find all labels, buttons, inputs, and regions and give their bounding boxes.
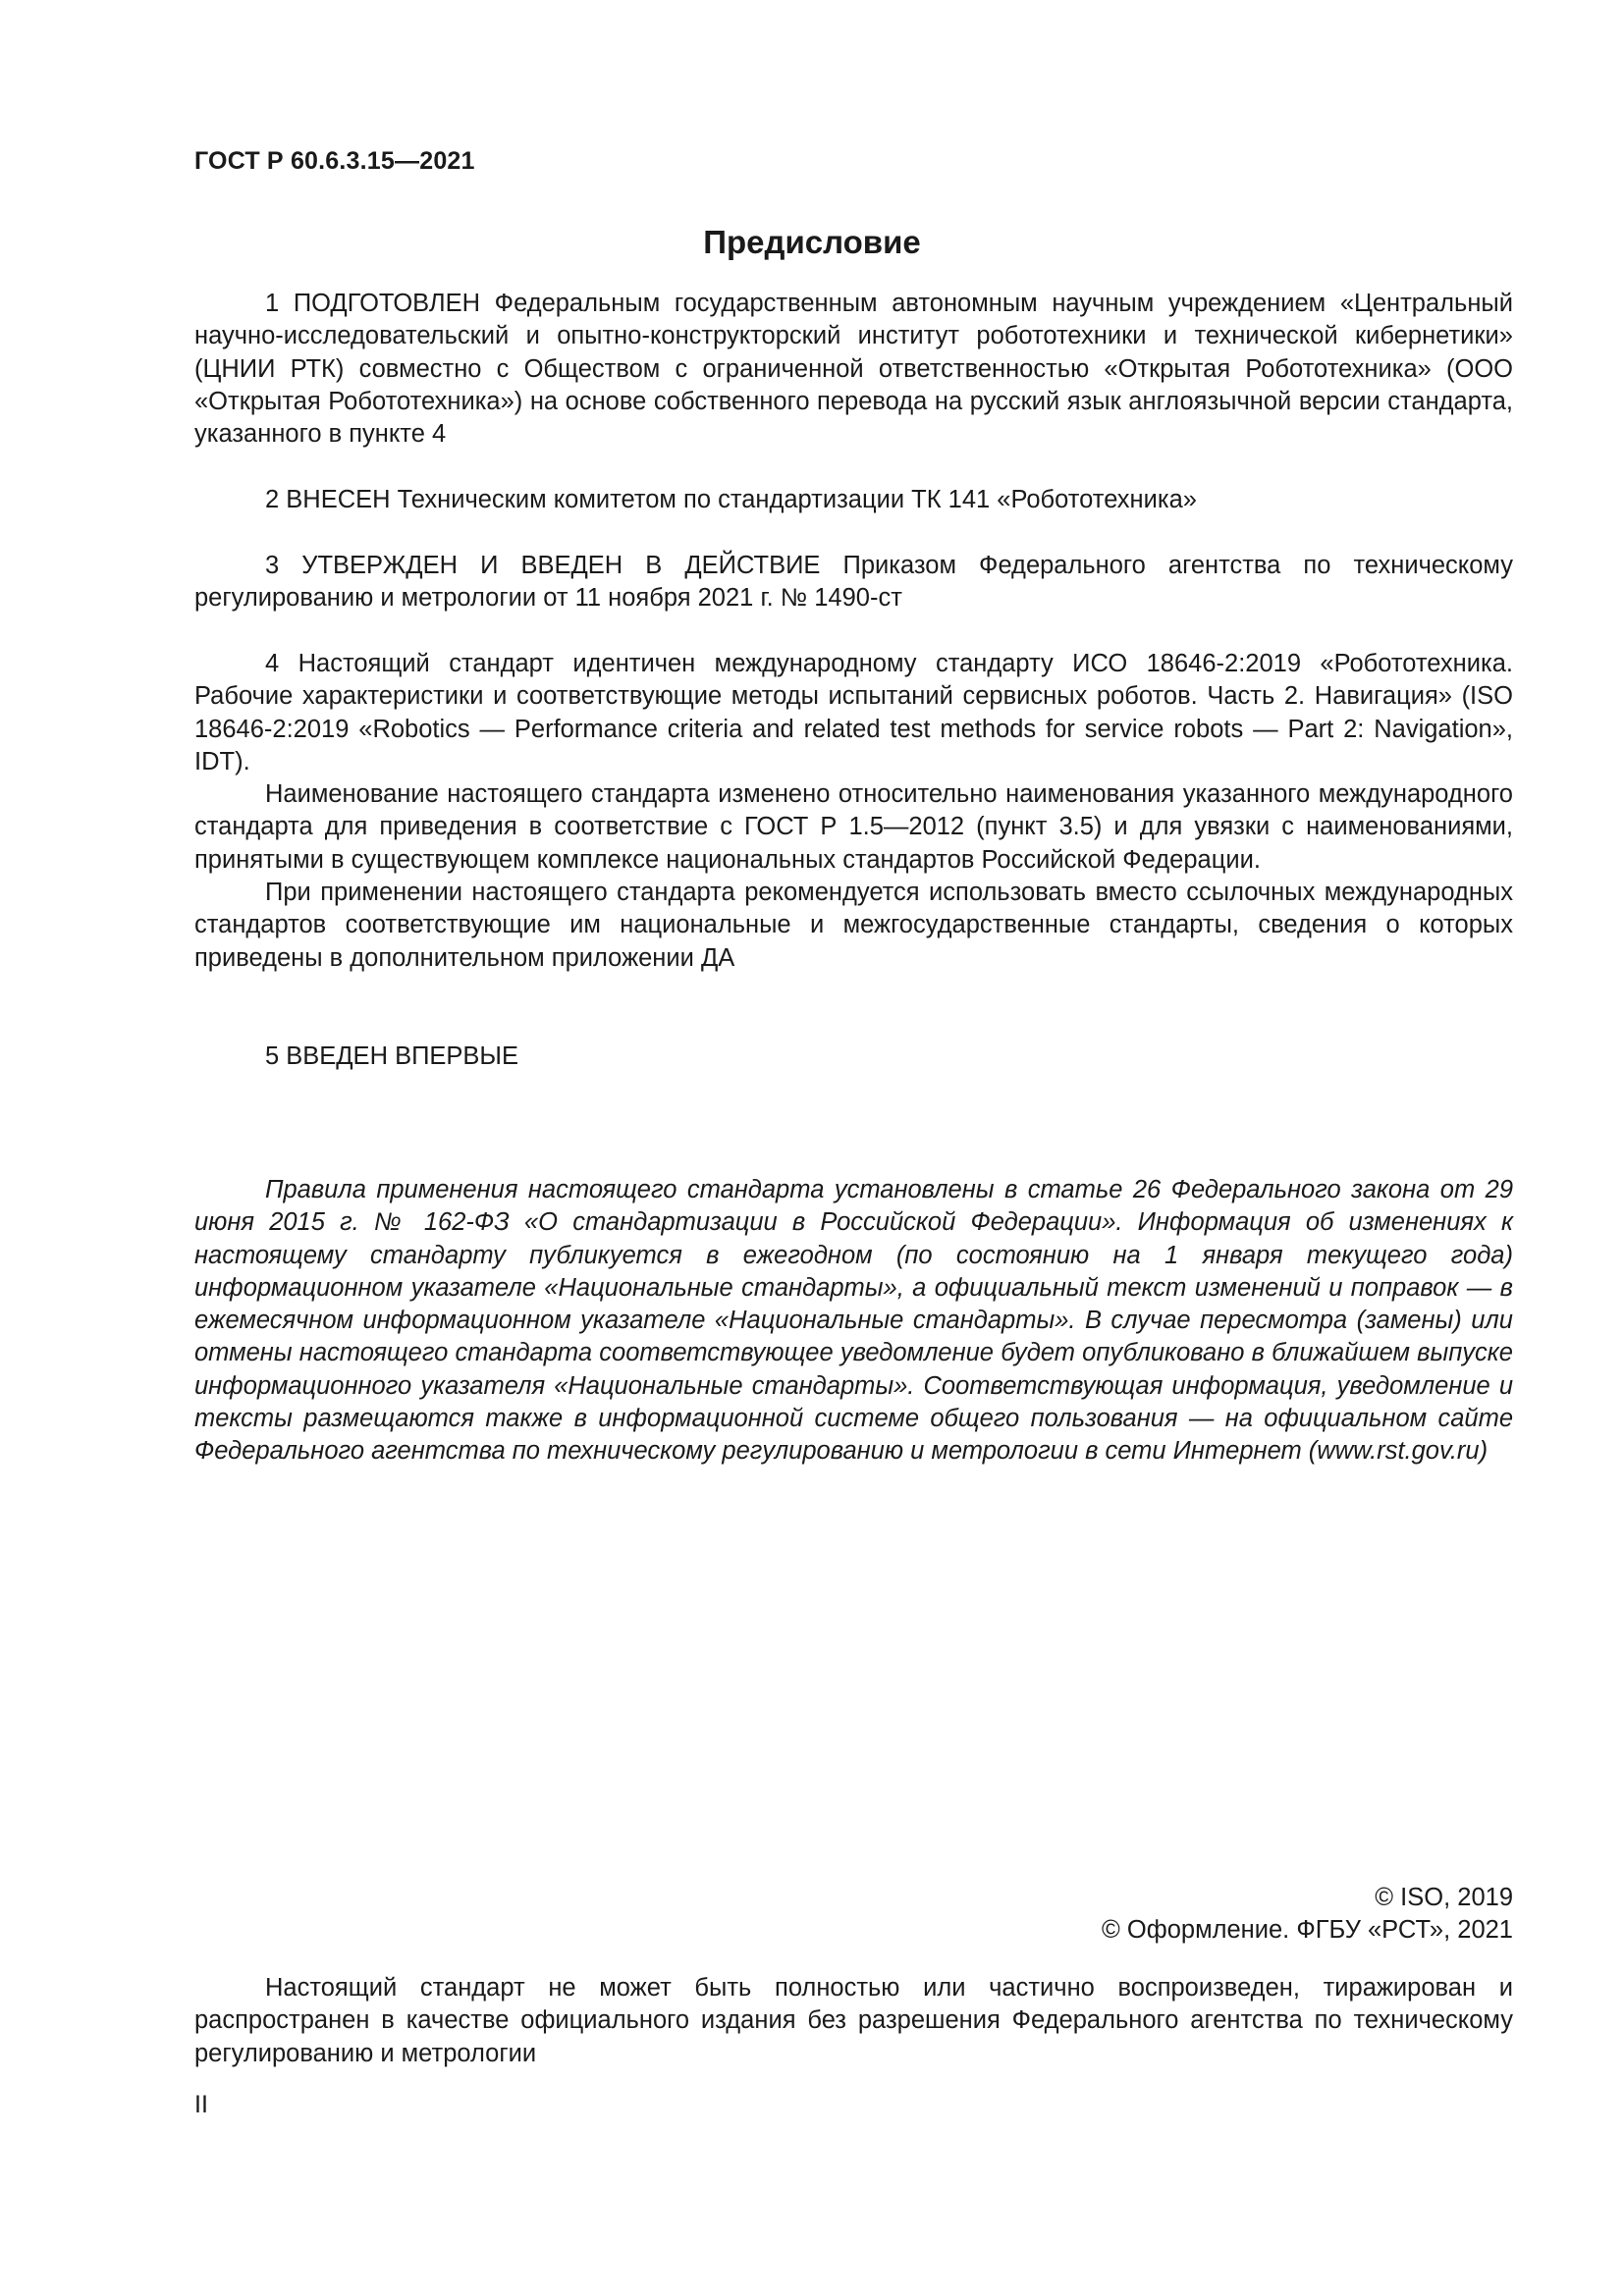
section-3 [194, 550, 1513, 615]
section-5 [194, 1041, 1513, 1073]
section-1 [194, 288, 1513, 451]
section-3-text: 3 УТВЕРЖДЕН И ВВЕДЕН В ДЕЙСТВИЕ Приказом Федерального агентства по техническому регулированию и метрологии от 11 ноября 2021 г. № 1490-ст [194, 552, 1513, 613]
section-2 [194, 484, 1513, 516]
section-2-text: 2 ВНЕСЕН Техническим комитетом по стандартизации ТК 141 «Робототехника» [265, 486, 1197, 513]
page-title: Предисловие [703, 224, 921, 260]
section-4-paragraph-2: Наименование настоящего стандарта изменено относительно наименования указанного международного стандарта для приведения в соответствие с ГОСТ Р 1.5—2012 (пункт 3.5) и для увязки с наименованиями, принятыми в существующем комплексе национальных стандартов Российской Федерации. [194, 780, 1513, 874]
section-4-paragraph-1: 4 Настоящий стандарт идентичен международному стандарту ИСО 18646-2:2019 «Робототехника. Рабочие характеристики и соответствующие методы испытаний сервисных роботов. Часть 2. Навигация» (ISO 18646-2:2019 «Robotics — Performance criteria and related test methods for service robots — Part 2: Navigation», IDT). [194, 650, 1513, 775]
section-4-paragraph-3: При применении настоящего стандарта рекомендуется использовать вместо ссылочных международных стандартов соответствующие им национальные и межгосударственные стандарты, сведения о которых приведены в дополнительном приложении ДА [194, 879, 1513, 972]
section-1-text: 1 ПОДГОТОВЛЕН Федеральным государственным автономным научным учреждением «Центральный научно-исследовательский и опытно-конструкторский институт робототехники и технической кибернетики» (ЦНИИ РТК) совместно с Обществом с ограниченной ответственностью «Открытая Робототехника» (ООО «Открытая Робототехника») на основе собственного перевода на русский язык англоязычной версии стандарта, указанного в пункте 4 [194, 290, 1513, 449]
copyright-design: © Оформление. ФГБУ «РСТ», 2021 [1102, 1916, 1513, 1945]
page-number: II [194, 2091, 208, 2118]
section-5-text: 5 ВВЕДЕН ВПЕРВЫЕ [265, 1042, 519, 1070]
copyright-block [1102, 1882, 1513, 1948]
reproduction-notice: Настоящий стандарт не может быть полностью или частично воспроизведен, тиражирован и распространен в качестве официального издания без разрешения Федерального агентства по техническому регулированию и метрологии [194, 1974, 1513, 2067]
copyright-iso: © ISO, 2019 [1375, 1884, 1513, 1911]
document-code: ГОСТ Р 60.6.3.15—2021 [194, 147, 475, 175]
standard-application-notice: Правила применения настоящего стандарта установлены в статье 26 Федерального закона от 29 июня 2015 г. № 162-ФЗ «О стандартизации в Российской Федерации». Информация об изменениях к настоящему стандарту публикуется в ежегодном (по состоянию на 1 января текущего года) информационном указателе «Национальные стандарты», а официальный текст изменений и поправок — в ежемесячном информационном указателе «Национальные стандарты». В случае пересмотра (замены) или отмены настоящего стандарта соответствующее уведомление будет опубликовано в ближайшем выпуске информационного указателя «Национальные стандарты». Соответствующая информация, уведомление и тексты размещаются также в информационной системе общего пользования — на официальном сайте Федерального агентства по техническому регулированию и метрологии в сети Интернет (www.rst.gov.ru) [194, 1176, 1513, 1466]
section-4 [194, 648, 1513, 975]
